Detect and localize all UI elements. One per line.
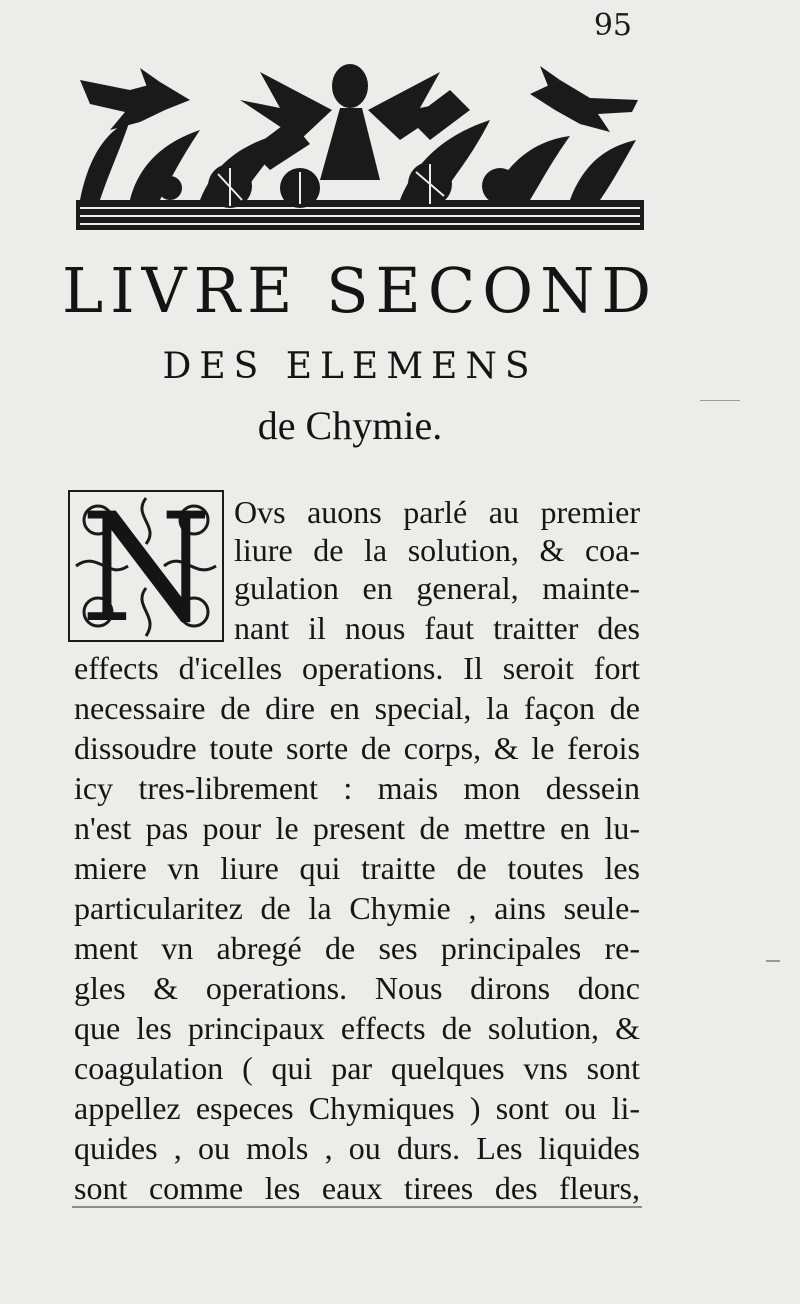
text-line: Ovs auons parlé au premier [234,494,640,530]
text-line: n'est pas pour le present de mettre en lu- [74,810,640,846]
text-line: appellez especes Chymiques ) sont ou li- [74,1090,640,1126]
text-line: dissoudre toute sorte de corps, & le ferois [74,730,640,766]
page-edge-mark [766,960,780,962]
text-line: sont comme les eaux tirees des fleurs, [74,1170,640,1206]
page-edge-mark [700,400,740,401]
text-line: ment vn abregé de ses principales re- [74,930,640,966]
text-line: gulation en general, mainte- [234,570,640,606]
headpiece-ornament [70,60,648,236]
text-line: miere vn liure qui traitte de toutes les [74,850,640,886]
book-subtitle: DES ELEMENS [162,346,538,387]
text-line: que les principaux effects de solution, & [74,1010,640,1046]
decorated-initial-n [68,490,224,642]
book-title: LIVRE SECOND [62,254,659,327]
text-line: quides , ou mols , ou durs. Les liquides [74,1130,640,1166]
text-line: gles & operations. Nous dirons donc [74,970,640,1006]
page-edge-mark [72,1206,642,1208]
text-line: icy tres-librement : mais mon dessein [74,770,640,806]
text-line: liure de la solution, & coa- [234,532,640,568]
text-line: particularitez de la Chymie , ains seule- [74,890,640,926]
text-line: nant il nous faut traitter des [234,610,640,646]
book-subtitle-line2: de Chymie. [257,403,443,448]
page-number: 95 [593,8,632,43]
text-line: necessaire de dire en special, la façon de [74,690,640,726]
text-line: coagulation ( qui par quelques vns sont [74,1050,640,1086]
text-line: effects d'icelles operations. Il seroit fort [74,650,640,686]
initial-letter-text: N [80,490,212,642]
